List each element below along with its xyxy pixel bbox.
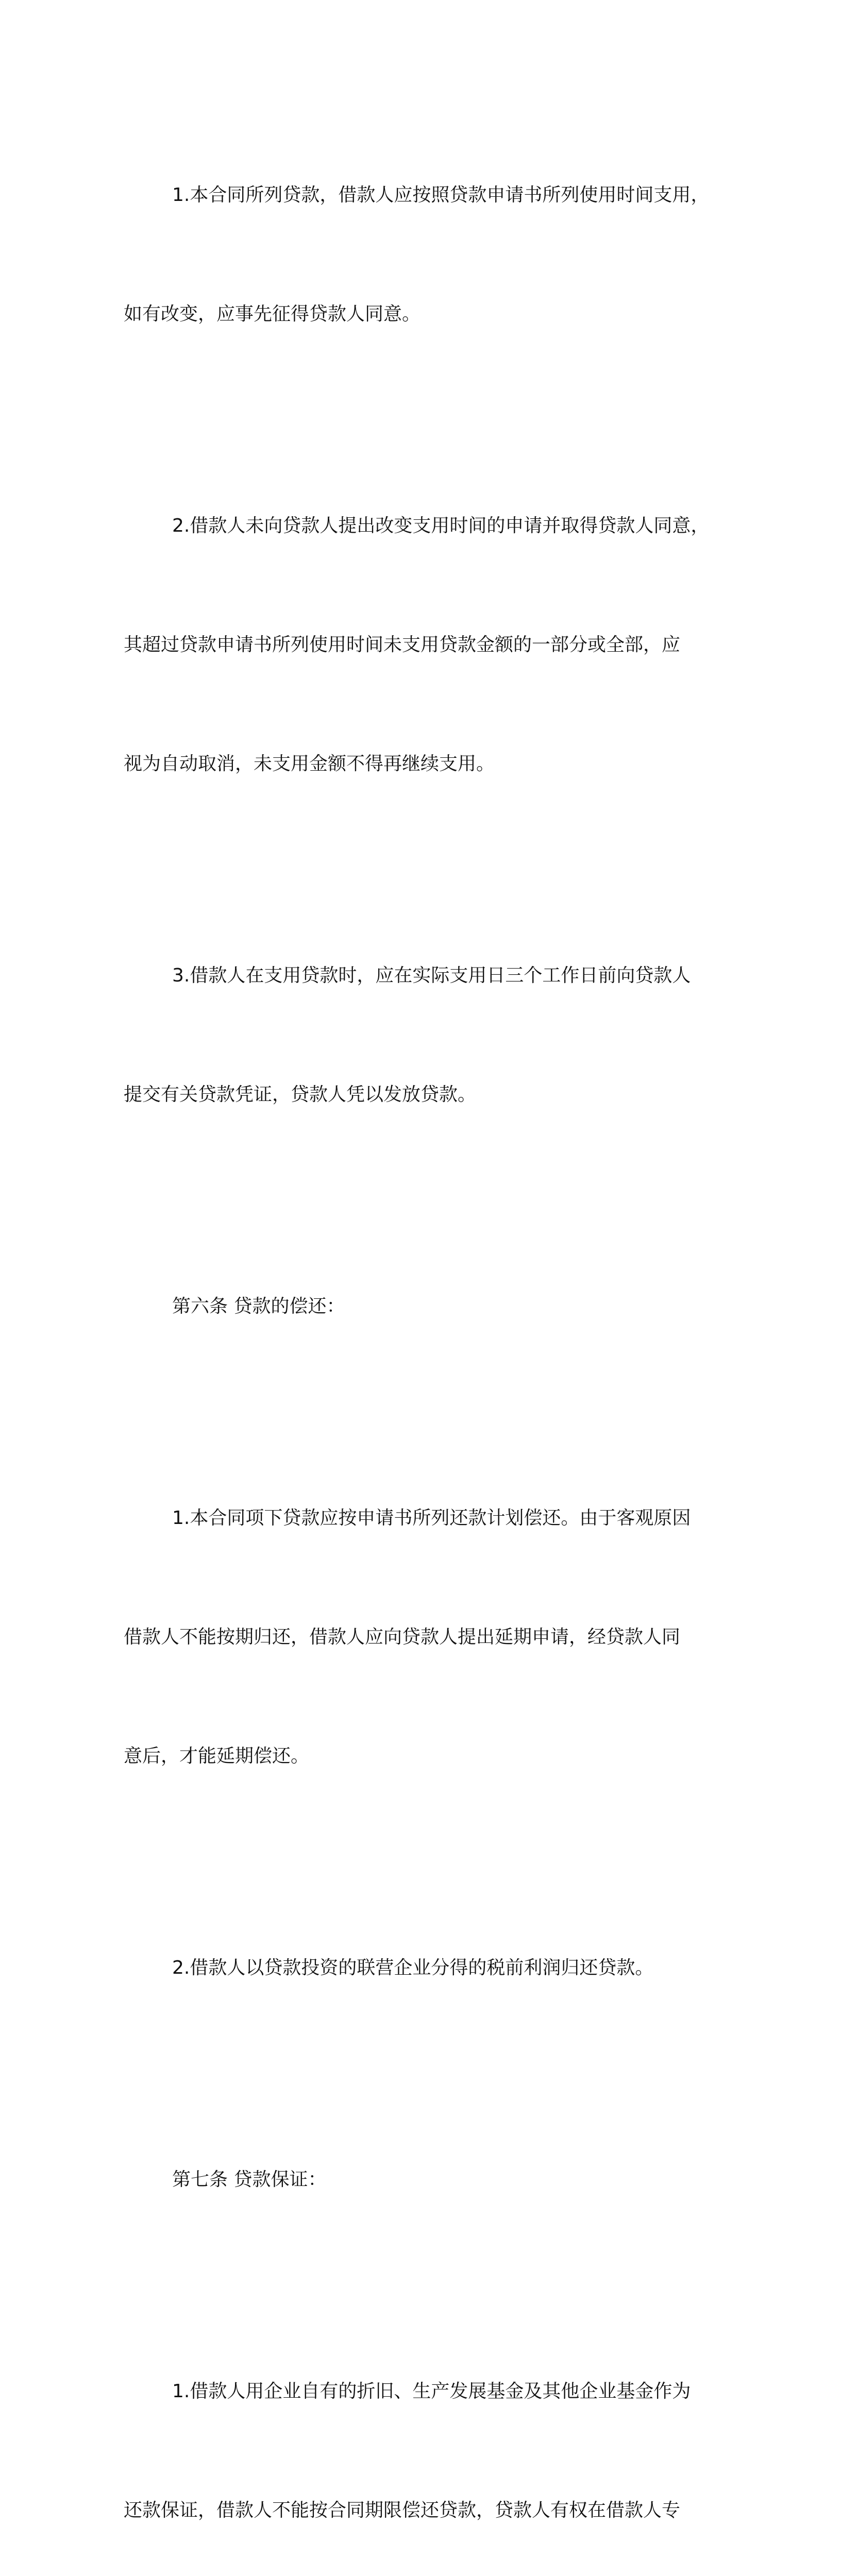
section-heading: 第六条 贷款的偿还： xyxy=(172,1296,345,1317)
clause-paragraph-4 xyxy=(124,1419,716,1855)
clause-paragraph-3 xyxy=(124,876,716,1194)
clause-paragraph-6 xyxy=(124,2292,716,2576)
section-heading: 第七条 贷款保证： xyxy=(172,2169,327,2190)
article-7-heading xyxy=(124,2080,716,2279)
paragraph-line: 提交有关贷款凭证，贷款人凭以发放贷款。 xyxy=(124,1084,477,1105)
article-6-heading xyxy=(124,1207,716,1405)
clause-paragraph-1 xyxy=(124,96,716,413)
paragraph-line: 1.借款人用企业自有的折旧、生产发展基金及其他企业基金作为 xyxy=(172,2381,691,2402)
clause-paragraph-2 xyxy=(124,427,716,863)
paragraph-line: 2.借款人未向贷款人提出改变支用时间的申请并取得贷款人同意， xyxy=(172,515,710,536)
paragraph-line: 3.借款人在支用贷款时，应在实际支用日三个工作日前向贷款人 xyxy=(172,965,691,986)
paragraph-line: 1.本合同项下贷款应按申请书所列还款计划偿还。由于客观原因 xyxy=(172,1507,691,1529)
document-body xyxy=(124,96,716,2576)
paragraph-line: 其超过贷款申请书所列使用时间未支用贷款金额的一部分或全部，应 xyxy=(124,634,681,655)
paragraph-line: 2.借款人以贷款投资的联营企业分得的税前利润归还贷款。 xyxy=(172,1957,654,1978)
paragraph-line: 视为自动取消，未支用金额不得再继续支用。 xyxy=(124,753,495,774)
paragraph-line: 意后，才能延期偿还。 xyxy=(124,1745,310,1767)
paragraph-line: 借款人不能按期归还，借款人应向贷款人提出延期申请，经贷款人同 xyxy=(124,1626,681,1648)
paragraph-line: 1.本合同所列贷款，借款人应按照贷款申请书所列使用时间支用， xyxy=(172,184,710,206)
paragraph-line: 如有改变，应事先征得贷款人同意。 xyxy=(124,303,421,325)
paragraph-line: 还款保证，借款人不能按合同期限偿还贷款，贷款人有权在借款人专 xyxy=(124,2500,681,2521)
clause-paragraph-5 xyxy=(124,1869,716,2067)
